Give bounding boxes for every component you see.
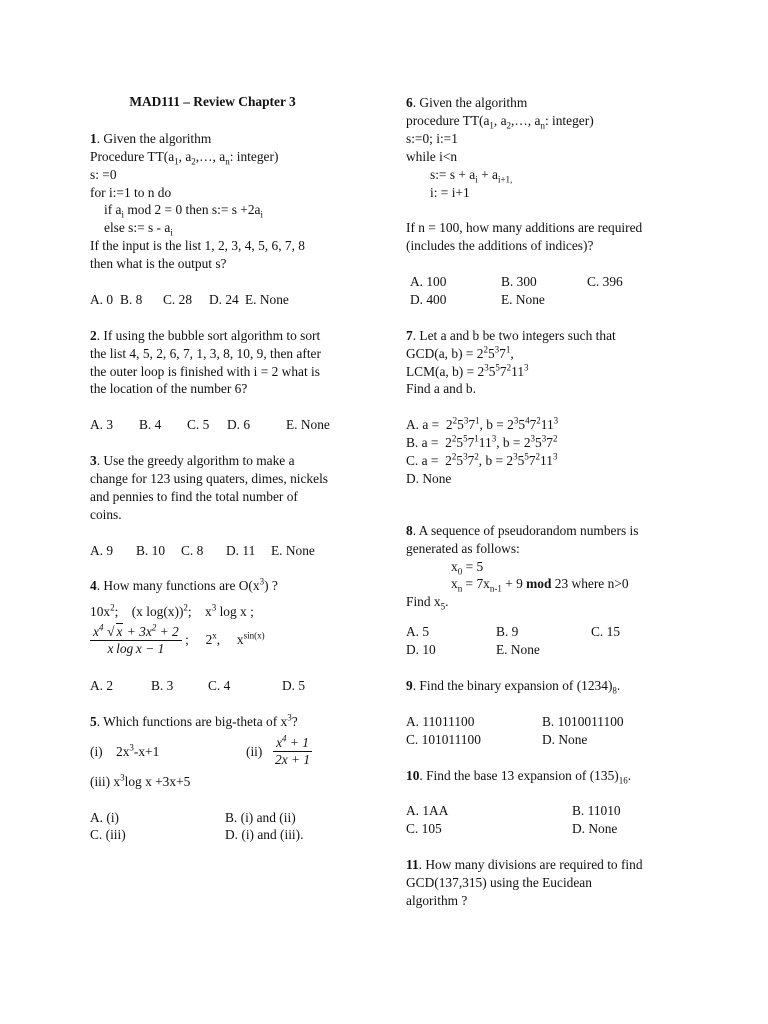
- question-7: 7. Let a and b be two integers such that GCD(a, $b) = 2^25^37^1$, LCM(a, $b) = 2^35^57^211^3$ Find a and b. A. $a = 2^25^37^1$, $b = 2^35^47^211^3$ B. $a = 2^25^57^111^3$, $b = 2^35^37^2$ C. $a = 2^25^37^2$, $b = 2^35^57^211^3$ D. None: [406, 327, 696, 488]
- question-5: 5. Which functions are big-theta of $x^3$? (i) $2x^3-x+1$ (ii) $\frac{x^4 + 1}{2x + 1}$ (iii) $x^3\log$ x +3x+5 A. (i) B. (i) and (ii) C. (iii) D. (i) and (iii).: [90, 713, 375, 845]
- question-9: 9. Find the binary expansion of $(1234)_8$. A. 11011100 B. 1010011100 C. 101011100 D. None: [406, 678, 624, 747]
- question-10: 10. Find the base 13 expansion of $(135)_{16}$. A. 1AA B. 11010 C. 105 D. None: [406, 767, 632, 837]
- answer-c: C. 28: [163, 291, 193, 307]
- question-8: 8. A sequence of pseudorandom numbers is generated as follows: $x_0 = 5$ $x_n = 7x_{n-1} + 9$ mod 23 where n>0 Find $x_5$. A. 5 B. 9 C. 15 D. 10 E. None: [406, 522, 639, 658]
- question-6: 6. Given the algorithm procedure $TT(a_1$, $a_2,\dots$, $a_n$: integer) s:=0; i:=1 while i<n s:= $s + a_i + a_{i+1,}$ i: = i+1 If n = 100, how many additions are required (includes the additions of indices)? A. 100 B. 300 C. 396 D. 400 E. None: [406, 95, 643, 307]
- fraction-expression: $\frac{x^4 + 1}{2x + 1}$: [275, 733, 311, 768]
- question-2: 2. If using the bubble sort algorithm to sort the list 4, 5, 2, 6, 7, 1, 3, 8, 10, 9, then after the outer loop is finished with i = 2 what is the location of the number 6? A. 3 B. 4 C. 5 D. 6 E. None: [90, 327, 375, 434]
- left-column: [90, 94, 375, 844]
- answer-row: A. 3 B. 4 C. 5 D. 6 E. None: [90, 417, 330, 433]
- answer-b: B. 8: [120, 291, 143, 307]
- gcd-line: GCD(a, $b) = 2^25^37^1$,: [406, 344, 514, 361]
- question-11: 11. How many divisions are required to find GCD(137,315) using the Eucidean algorithm ?: [406, 857, 643, 908]
- answer-a: A. 0: [90, 291, 114, 307]
- answer-b: B. $a = 2^25^57^111^3$, $b = 2^35^37^2$: [406, 433, 558, 451]
- right-column: [406, 94, 696, 910]
- answer-row: [90, 291, 375, 309]
- question-4: 4. How many functions are $O(x^3)$ ? $10x^2$; (x log(x))$^2$; $x^3$ log x ; $\frac{x^4 √ x + 3x^2 + 2}{\text{x log x − 1}}$ ; 2$^x$, $x^{sin(x)}$ A. 2 B. 3 C. 4 D. 5: [90, 577, 375, 695]
- answer-a: A. $a = 2^25^37^1$, $b = 2^35^47^211^3$: [406, 415, 559, 433]
- answer-c: C. $a = 2^25^37^2$, $b = 2^35^57^211^3$: [406, 451, 558, 469]
- question-number: 1: [90, 130, 97, 146]
- function-list-1: $10x^2$; (x log(x))$^2$; $x^3$ log x ;: [90, 602, 254, 620]
- page-title: MAD111 – Review Chapter 3: [129, 94, 296, 109]
- fraction-expression: $\frac{x^4 √ x + 3x^2 + 2}{\text{x log x − 1}}$: [90, 623, 182, 657]
- answer-row: A. 9 B. 10 C. 8 D. 11 E. None: [90, 542, 315, 558]
- answer-row: A. 2 B. 3 C. 4 D. 5: [90, 678, 306, 694]
- answer-e: E. None: [245, 291, 289, 307]
- answer-d: D. None: [406, 470, 452, 486]
- question-1: 1. Given the algorithm Procedure $TT(a_1$, $a_2,\dots$, $a_n$: integer) s: =0 for i:=1 to n do if $a_i$ mod 2 = 0 then s:= $s +2a_i$ else s:= s - $a_i$ If the input is the list 1, 2, 3, 4, 5, 6, 7, 8 then what is the output s? A. 0 B. 8 C. 28 D. 24 E. None: [90, 130, 375, 309]
- answer-d: D. 24: [209, 291, 239, 307]
- lcm-line: LCM(a, $b) = 2^35^57^211^3$: [406, 362, 529, 379]
- function-list-2: $\frac{x^4 √ x + 3x^2 + 2}{\text{x log x − 1}}$ ; 2$^x$, $x^{sin(x)}$: [90, 621, 375, 659]
- question-3: 3. Use the greedy algorithm to make a change for 123 using quaters, dimes, nickels and pennies to find the total number of coins. A. 9 B. 10 C. 8 D. 11 E. None: [90, 452, 375, 559]
